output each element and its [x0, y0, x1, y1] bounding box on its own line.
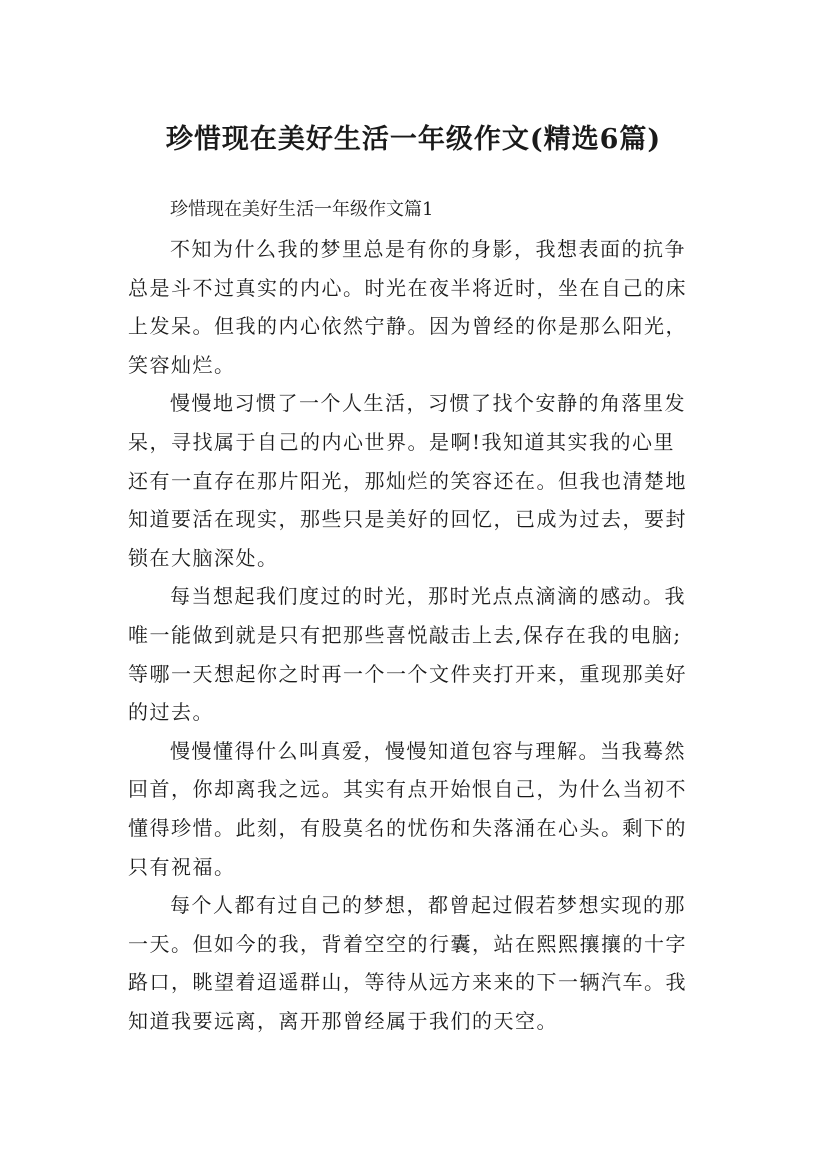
document-body: [128, 190, 704, 1040]
paragraph-line: 每当想起我们度过的时光，那时光点点滴滴的感动。我: [170, 584, 686, 609]
paragraph-line: 还有一直存在那片阳光，那灿烂的笑容还在。但我也清楚地: [128, 468, 687, 493]
section-heading: 珍惜现在美好生活一年级作文篇1: [170, 199, 434, 220]
paragraph: [128, 577, 704, 731]
paragraph-line: 呆，寻找属于自己的内心世界。是啊!我知道其实我的心里: [128, 429, 676, 454]
paragraph-line: 慢慢懂得什么叫真爱，慢慢知道包容与理解。当我蓦然: [170, 738, 686, 763]
paragraph-line: 的过去。: [128, 700, 214, 725]
paragraph-line: 知道要活在现实，那些只是美好的回忆，已成为过去，要封: [128, 507, 687, 532]
paragraph-line: 唯一能做到就是只有把那些喜悦敲击上去,保存在我的电脑;: [128, 622, 682, 647]
paragraph-line: 知道我要远离，离开那曾经属于我们的天空。: [128, 1008, 558, 1033]
paragraph-line: 懂得珍惜。此刻，有股莫名的忧伤和失落涌在心头。剩下的: [128, 815, 687, 840]
paragraph: [128, 886, 704, 1040]
paragraph-line: 等哪一天想起你之时再一个一个文件夹打开来，重现那美好: [128, 661, 687, 686]
paragraph-line: 回首，你却离我之远。其实有点开始恨自己，为什么当初不: [128, 777, 687, 802]
paragraph-line: 笑容灿烂。: [128, 352, 236, 377]
document-title: 珍惜现在美好生活一年级作文(精选6篇): [165, 124, 662, 156]
paragraph-line: 慢慢地习惯了一个人生活，习惯了找个安静的角落里发: [170, 391, 686, 416]
paragraph-line: 上发呆。但我的内心依然宁静。因为曾经的你是那么阳光，: [128, 314, 687, 339]
paragraph: [128, 230, 704, 384]
paragraph-line: 总是斗不过真实的内心。时光在夜半将近时，坐在自己的床: [128, 275, 687, 300]
paragraph: [128, 732, 704, 886]
paragraph-line: 锁在大脑深处。: [128, 545, 279, 570]
paragraph-line: 只有祝福。: [128, 854, 236, 879]
paragraph-line: 路口，眺望着迢遥群山，等待从远方来来的下一辆汽车。我: [128, 970, 687, 995]
paragraph: [128, 384, 704, 577]
paragraph-line: 每个人都有过自己的梦想，都曾起过假若梦想实现的那: [170, 893, 686, 918]
paragraph-line: 不知为什么我的梦里总是有你的身影，我想表面的抗争: [170, 237, 686, 261]
paragraph-line: 一天。但如今的我，背着空空的行囊，站在熙熙攘攘的十字: [128, 931, 687, 956]
